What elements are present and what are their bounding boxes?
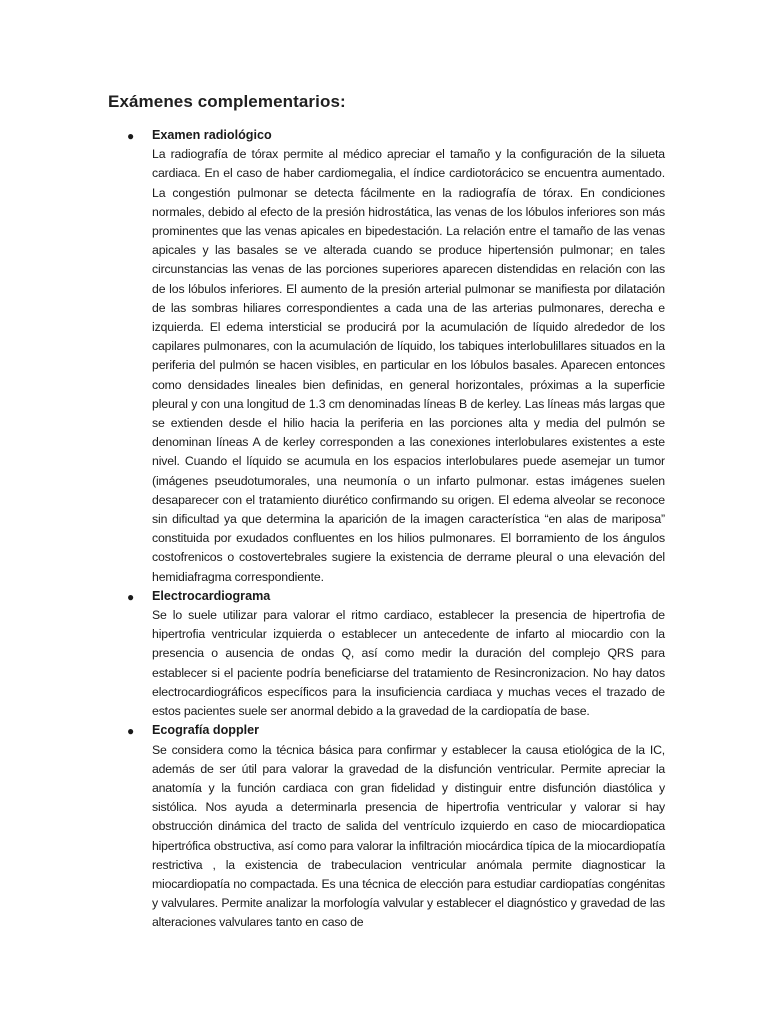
section-body: Se lo suele utilizar para valorar el ritmo cardiaco, establecer la presencia de hipertrofia de hipertrofia ventricular izquierda o establecer un antecedente de infarto al miocardio con la presencia o ausencia de ondas Q, así como medir la duración del complejo QRS para establecer si el paciente podría beneficiarse del tratamiento de Resincronizacion. No hay datos electrocardiográficos específicos para la insuficiencia cardiaca y muchas veces el trazado de estos pacientes suele ser anormal debido a la gravedad de la cardiopatía de base. <box>152 608 665 719</box>
exam-list <box>0 126 768 933</box>
list-item-radiologic-exam <box>0 126 768 587</box>
section-body: Se considera como la técnica básica para confirmar y establecer la causa etiológica de la IC, además de ser útil para valorar la gravedad de la disfunción ventricular. Permite apreciar la anatomía y la función cardiaca con gran fidelidad y distinguir entre disfunción diastólica y sistólica. Nos ayuda a determinarla presencia de hipertrofia ventricular y valorar si hay obstrucción dinámica del tracto de salida del ventrículo izquierdo en caso de miocardiopatica hipertrófica obstructiva, así como para valorar la infiltración miocárdica típica de la miocardiopatía restrictiva , la existencia de trabeculacion ventricular anómala permite diagnosticar la miocardiopatía no compactada. Es una técnica de elección para estudiar cardiopatías congénitas y valvulares. Permite analizar la morfología valvular y establecer el diagnóstico y gravedad de las alteraciones valvulares tanto en caso de <box>152 742 665 930</box>
section-body: La radiografía de tórax permite al médico apreciar el tamaño y la configuración de la silueta cardiaca. En el caso de haber cardiomegalia, el índice cardiotorácico se encuentra aumentado. La congestión pulmonar se detecta fácilmente en la radiografía de tórax. En condiciones normales, debido al efecto de la presión hidrostática, las venas de los lóbulos inferiores son más prominentes que las venas apicales en bipedestación. La relación entre el tamaño de las venas apicales y las basales se ve alterada cuando se produce hipertensión pulmonar; en tales circunstancias las venas de las porciones superiores aparecen distendidas en relación con las de los lóbulos inferiores. El aumento de la presión arterial pulmonar se manifiesta por dilatación de las sombras hiliares correspondientes a cada una de las arterias pulmonares, derecha e izquierda. El edema intersticial se producirá por la acumulación de líquido alrededor de los capilares pulmonares, con la acumulación de líquido, los tabiques interlobulillares situados en la periferia del pulmón se hacen visibles, en particular en los lóbulos basales. Aparecen entonces como densidades lineales bien definidas, en general horizontales, próximas a la superficie pleural y con una longitud de 1.3 cm denominadas líneas B de kerley. Las líneas más largas que se extienden desde el hilio hacia la periferia en las porciones alta y media del pulmón se denominan líneas A de kerley corresponden a las conexiones interlobulares existentes a este nivel. Cuando el líquido se acumula en los espacios interlobulares puede asemejar un tumor (imágenes pseudotumorales, una neumonía o un infarto pulmonar. estas imágenes suelen desaparecer con el tratamiento diurético confirmando su origen. El edema alveolar se reconoce sin dificultad ya que determina la aparición de la imagen característica “en alas de mariposa” constituida por exudados confluentes en los hilios pulmonares. El borramiento de los ángulos costofrenicos o costovertebrales sugiere la existencia de derrame pleural o una elevación del hemidiafragma correspondiente. <box>152 147 665 584</box>
section-title: Ecografía doppler <box>152 723 260 738</box>
list-item-doppler-echo <box>0 721 768 932</box>
section-title: Electrocardiograma <box>152 588 271 603</box>
document-heading: Exámenes complementarios: <box>108 92 346 111</box>
bullet-icon: ● <box>127 129 135 143</box>
bullet-icon: ● <box>127 724 135 739</box>
section-title: Examen radiológico <box>152 128 272 142</box>
bullet-icon: ● <box>127 589 135 604</box>
list-item-electrocardiogram <box>0 587 768 721</box>
